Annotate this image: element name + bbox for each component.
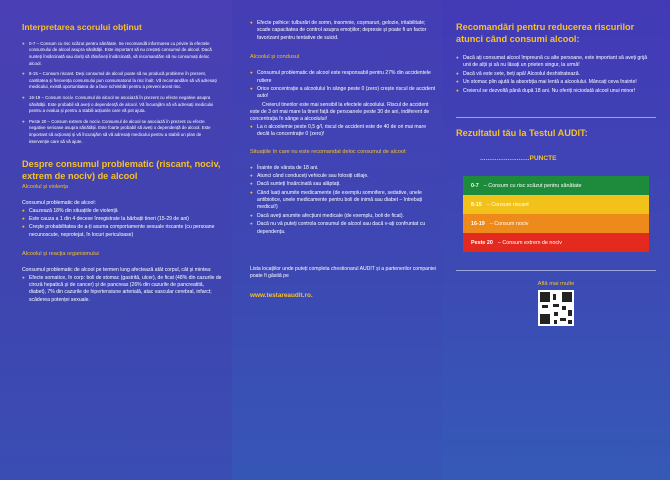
band-label: – Consum cu risc scăzut pentru sănătate bbox=[483, 182, 582, 189]
not-recommended-subheading: Situațiile în care nu este recomandat deloc consumul de alcool: bbox=[250, 148, 407, 155]
qr-section bbox=[456, 281, 656, 331]
score-band bbox=[463, 195, 649, 214]
band-label: – Consum riscant bbox=[486, 201, 529, 208]
score-bands bbox=[463, 176, 649, 252]
list-item: ● Înainte de vârsta de 18 ani. bbox=[250, 165, 436, 172]
website-link[interactable]: www.testareaudit.ro. bbox=[250, 291, 313, 299]
violence-list bbox=[22, 208, 222, 240]
list-item: ● Orice concentrație a alcoolului în sânge peste 0 (zero) crește riscul de accident auto! bbox=[250, 86, 436, 101]
audit-result-title: Rezultatul tău la Testul AUDIT: bbox=[456, 127, 588, 138]
driving-subheading: Alcoolul și condusul bbox=[250, 54, 300, 61]
organism-list bbox=[22, 275, 222, 305]
band-label: – Consum extrem de nociv bbox=[497, 239, 563, 246]
list-item: ● Atunci când conduceți vehicule sau folosiți utilaje. bbox=[250, 173, 436, 180]
qr-code-icon[interactable] bbox=[538, 290, 574, 326]
score-item: ● 8-15 – Consum riscant. Deși consumul de alcool poate să nu producă probleme în prezent, cantitatea și frecvența consumului pun consumatorul la risc înalt. Vă recomandăm să vă adresați medicului, există oportunitatea de a face schimbări pentru a preveni acest risc. bbox=[22, 71, 222, 91]
not-recommended-list bbox=[250, 165, 436, 236]
column-effects bbox=[232, 0, 442, 480]
list-item: ● Dacă nu vă puteți controla consumul de alcool sau dacă v-ați confruntat cu dependența. bbox=[250, 221, 436, 236]
list-item: ● Dacă ați consumat alcool împreună cu alte persoane, este important să aveți grijă unii de alții și să nu lăsați un prieten singur, la urmă! bbox=[456, 55, 656, 70]
score-line: ...........................PUNCTE bbox=[480, 155, 557, 163]
locations-footer: Lista locațiilor unde puteți completa chestionarul AUDIT și a partenerilor companiei poate fi găsită pe bbox=[250, 265, 436, 280]
section-separator bbox=[456, 117, 656, 118]
list-item: ● Este cauza a 1 din 4 decese înregistrate la bărbații tineri (15-29 de ani) bbox=[22, 216, 222, 223]
score-band bbox=[463, 233, 649, 252]
section-separator bbox=[456, 270, 656, 271]
qr-label: Află mai multe bbox=[537, 281, 575, 288]
list-item: ● Efecte psihice: tulburări de somn, insomnie, coșmaruri, gelozie, iritabilitate; scade capacitatea de control asupra emoțiilor; depresie și poate fi un factor favorizant pentru tentative de suicid. bbox=[250, 20, 436, 42]
driving-list bbox=[250, 70, 436, 101]
score-band bbox=[463, 176, 649, 195]
alcoholemia-list bbox=[250, 124, 436, 139]
violence-intro: Consumul problematic de alcool: bbox=[22, 200, 96, 207]
column-recommendations bbox=[442, 0, 670, 480]
list-item: ● Un stomac plin ajută la absorbția mai lentă a alcoolului. Mâncați ceva înainte! bbox=[456, 79, 656, 86]
list-item: ● Dacă vă este sete, beți apă! Alcoolul deshidratează. bbox=[456, 71, 656, 78]
list-item: ● Efecte somatice, în corp: boli de stomac (gastrită, ulcer), de ficat (48% din cazurile de ciroză hepatică și de cancer) și de pancreas (26% din cazurile de pancreatită, diabet), 7% din cazurile de hipertensiune arterială, atac vascular cerebral, infarct; scăderea potenței sexuale. bbox=[22, 275, 222, 305]
list-item: ● Când luați anumite medicamente (de exemplu somnifere, sedative, unele antibiotice, unele medicamente pentru boli de inimă sau diabet – întrebați medicul!) bbox=[250, 190, 436, 212]
recommendations-list bbox=[456, 55, 656, 95]
organism-subheading: Alcoolul și reacția organismului bbox=[22, 251, 99, 258]
list-item: ● Dacă aveți anumite afecțiuni medicale (de exemplu, boli de ficat). bbox=[250, 213, 436, 220]
band-range: Peste 20 bbox=[471, 239, 493, 246]
list-item: ● Consumul problematic de alcool este responsabil pentru 27% din accidentele rutiere bbox=[250, 70, 436, 85]
score-item: ● 16-19 – Consum nociv. Consumul de alcool se asociază în prezent cu efecte negative asupra sănătății. Este probabil să aveți o dependență de alcool. Vă încurajăm să vă adresați medicului pentru a evalua și pentru a stabili acțiunile care vă pot ajuta. bbox=[22, 95, 222, 115]
score-interpretation-list bbox=[22, 41, 222, 146]
list-item: ● Dacă sunteți însărcinată sau alăptați. bbox=[250, 181, 436, 188]
column-score-interpretation bbox=[0, 0, 232, 480]
band-range: 0-7 bbox=[471, 182, 479, 189]
band-range: 8-15 bbox=[471, 201, 482, 208]
score-band bbox=[463, 214, 649, 233]
recommendations-title: Recomandări pentru reducerea riscurilor atunci când consumi alcool: bbox=[456, 22, 635, 44]
list-item: ● Cauzează 18% din situațiile de violență bbox=[22, 208, 222, 215]
list-item: ● Creierul se dezvoltă până după 18 ani. Nu oferiți niciodată alcool unui minor! bbox=[456, 88, 656, 95]
young-drivers-paragraph: Creierul tinerilor este mai sensibil la efectele alcoolului. Riscul de accident este de 3 ori mai mare la tineri față de persoanele peste 30 de ani, indiferent de concentrația în sânge a alcoolului! bbox=[250, 101, 430, 123]
list-item: ● La o alcoolemie peste 0,5 g/l, riscul de accident este de 40 de ori mai mare decât la concentrație 0 (zero)! bbox=[250, 124, 436, 139]
score-item: ● 0-7 – Consum cu risc scăzut pentru sănătate. Se recomandă informarea cu privire la efectele consumului de alcool asupra sănătății. Este important să nu creșteți consumul de alcool. Dacă sunteți însărcinată sau doriți să rămâneți însărcinată, vă recomandăm să nu consumați deloc alcool. bbox=[22, 41, 222, 67]
psychic-effects-list bbox=[250, 20, 436, 42]
problematic-consumption-heading: Despre consumul problematic (riscant, nociv, extrem de nociv) de alcool bbox=[22, 159, 221, 181]
score-interpretation-title: Interpretarea scorului obținut bbox=[22, 22, 142, 32]
band-label: – Consum nociv bbox=[489, 220, 529, 227]
organism-intro: Consumul problematic de alcool pe termen lung afectează atât corpul, cât și mintea: bbox=[22, 267, 212, 274]
violence-subheading: Alcoolul și violența bbox=[22, 184, 69, 191]
list-item: ● Crește probabilitatea de a-ți asuma comportamente sexuale riscante (cu persoane necunoscute, neprotejat, în locuri periculoase) bbox=[22, 224, 222, 239]
score-item: ● Peste 20 – Consum extrem de nociv. Consumul de alcool se asociază în prezent cu efecte negative serioase asupra sănătății. Este foarte probabil să aveți o dependență de alcool. Este important să acționați și vă încurajăm să vă adresați medicului pentru a stabili un plan de intervenție care să vă ajute. bbox=[22, 119, 222, 145]
band-range: 16-19 bbox=[471, 220, 485, 227]
